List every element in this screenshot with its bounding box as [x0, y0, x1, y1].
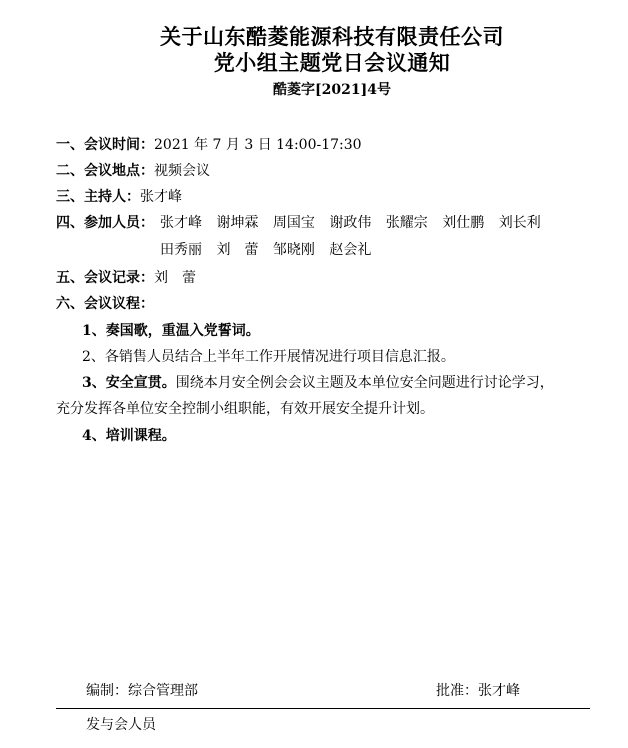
- attendees-row: [56, 213, 154, 233]
- attendee-name: 谢坤霖: [216, 215, 259, 231]
- agenda-item-3: [82, 373, 554, 393]
- meeting-time-value: 2021 年 7 月 3 日 14:00-17:30: [154, 137, 362, 153]
- agenda-heading-row: [56, 294, 154, 314]
- agenda-item-4-text: 4、培训课程。: [82, 428, 176, 444]
- title-line-2: 党小组主题党日会议通知: [213, 50, 451, 75]
- attendees-list-row-1: [160, 213, 551, 233]
- recorder-row: [56, 268, 196, 288]
- recorder-value: 刘 蕾: [154, 270, 196, 286]
- attendee-name: 张才峰: [160, 215, 202, 231]
- agenda-item-3-text: 围绕本月安全例会会议主题及本单位安全问题进行讨论学习，: [175, 375, 554, 391]
- meeting-time-label: 一、会议时间：: [56, 137, 154, 153]
- agenda-item-1: [82, 321, 260, 341]
- agenda-item-3-heading: 3、安全宣贯。: [82, 375, 176, 391]
- agenda-item-3-continuation: [56, 399, 434, 419]
- attendees-list-row-2: [160, 240, 381, 260]
- meeting-place-row: [56, 161, 210, 181]
- recorder-label: 五、会议记录：: [56, 270, 154, 286]
- agenda-item-2-text: 2、各销售人员结合上半年工作开展情况进行项目信息汇报。: [82, 349, 455, 365]
- attendee-name: 刘 蕾: [216, 242, 259, 258]
- attendee-name: 赵会礼: [329, 242, 372, 258]
- agenda-item-4: [82, 426, 176, 446]
- agenda-item-3-cont-text: 充分发挥各单位安全控制小组职能，有效开展安全提升计划。: [56, 401, 434, 417]
- footer-editor: 编制：综合管理部: [86, 683, 198, 699]
- meeting-place-value: 视频会议: [154, 163, 210, 179]
- title-line-1: 关于山东酷菱能源科技有限责任公司: [160, 24, 504, 49]
- agenda-label: 六、会议议程：: [56, 296, 154, 312]
- host-label: 三、主持人：: [56, 189, 140, 205]
- meeting-place-label: 二、会议地点：: [56, 163, 154, 179]
- attendee-name: 周国宝: [272, 215, 315, 231]
- attendee-name: 张耀宗: [385, 215, 428, 231]
- attendee-name: 邹晓刚: [272, 242, 315, 258]
- footer-divider: [56, 708, 590, 709]
- attendees-label: 四、参加人员：: [56, 215, 154, 231]
- attendee-name: 田秀丽: [160, 242, 202, 258]
- agenda-item-1-text: 1、奏国歌，重温入党誓词。: [82, 323, 260, 339]
- attendee-name: 刘长利: [498, 215, 541, 231]
- attendee-name: 刘仕鹏: [442, 215, 485, 231]
- host-value: 张才峰: [140, 189, 182, 205]
- attendee-name: 谢政伟: [329, 215, 372, 231]
- host-row: [56, 187, 182, 207]
- footer-approver: 批准：张才峰: [436, 683, 520, 699]
- document-number: 酷菱字[2021]4号: [273, 82, 391, 98]
- meeting-time-row: [56, 135, 362, 155]
- footer-distribution: 发与会人员: [86, 717, 156, 733]
- agenda-item-2: [82, 347, 455, 367]
